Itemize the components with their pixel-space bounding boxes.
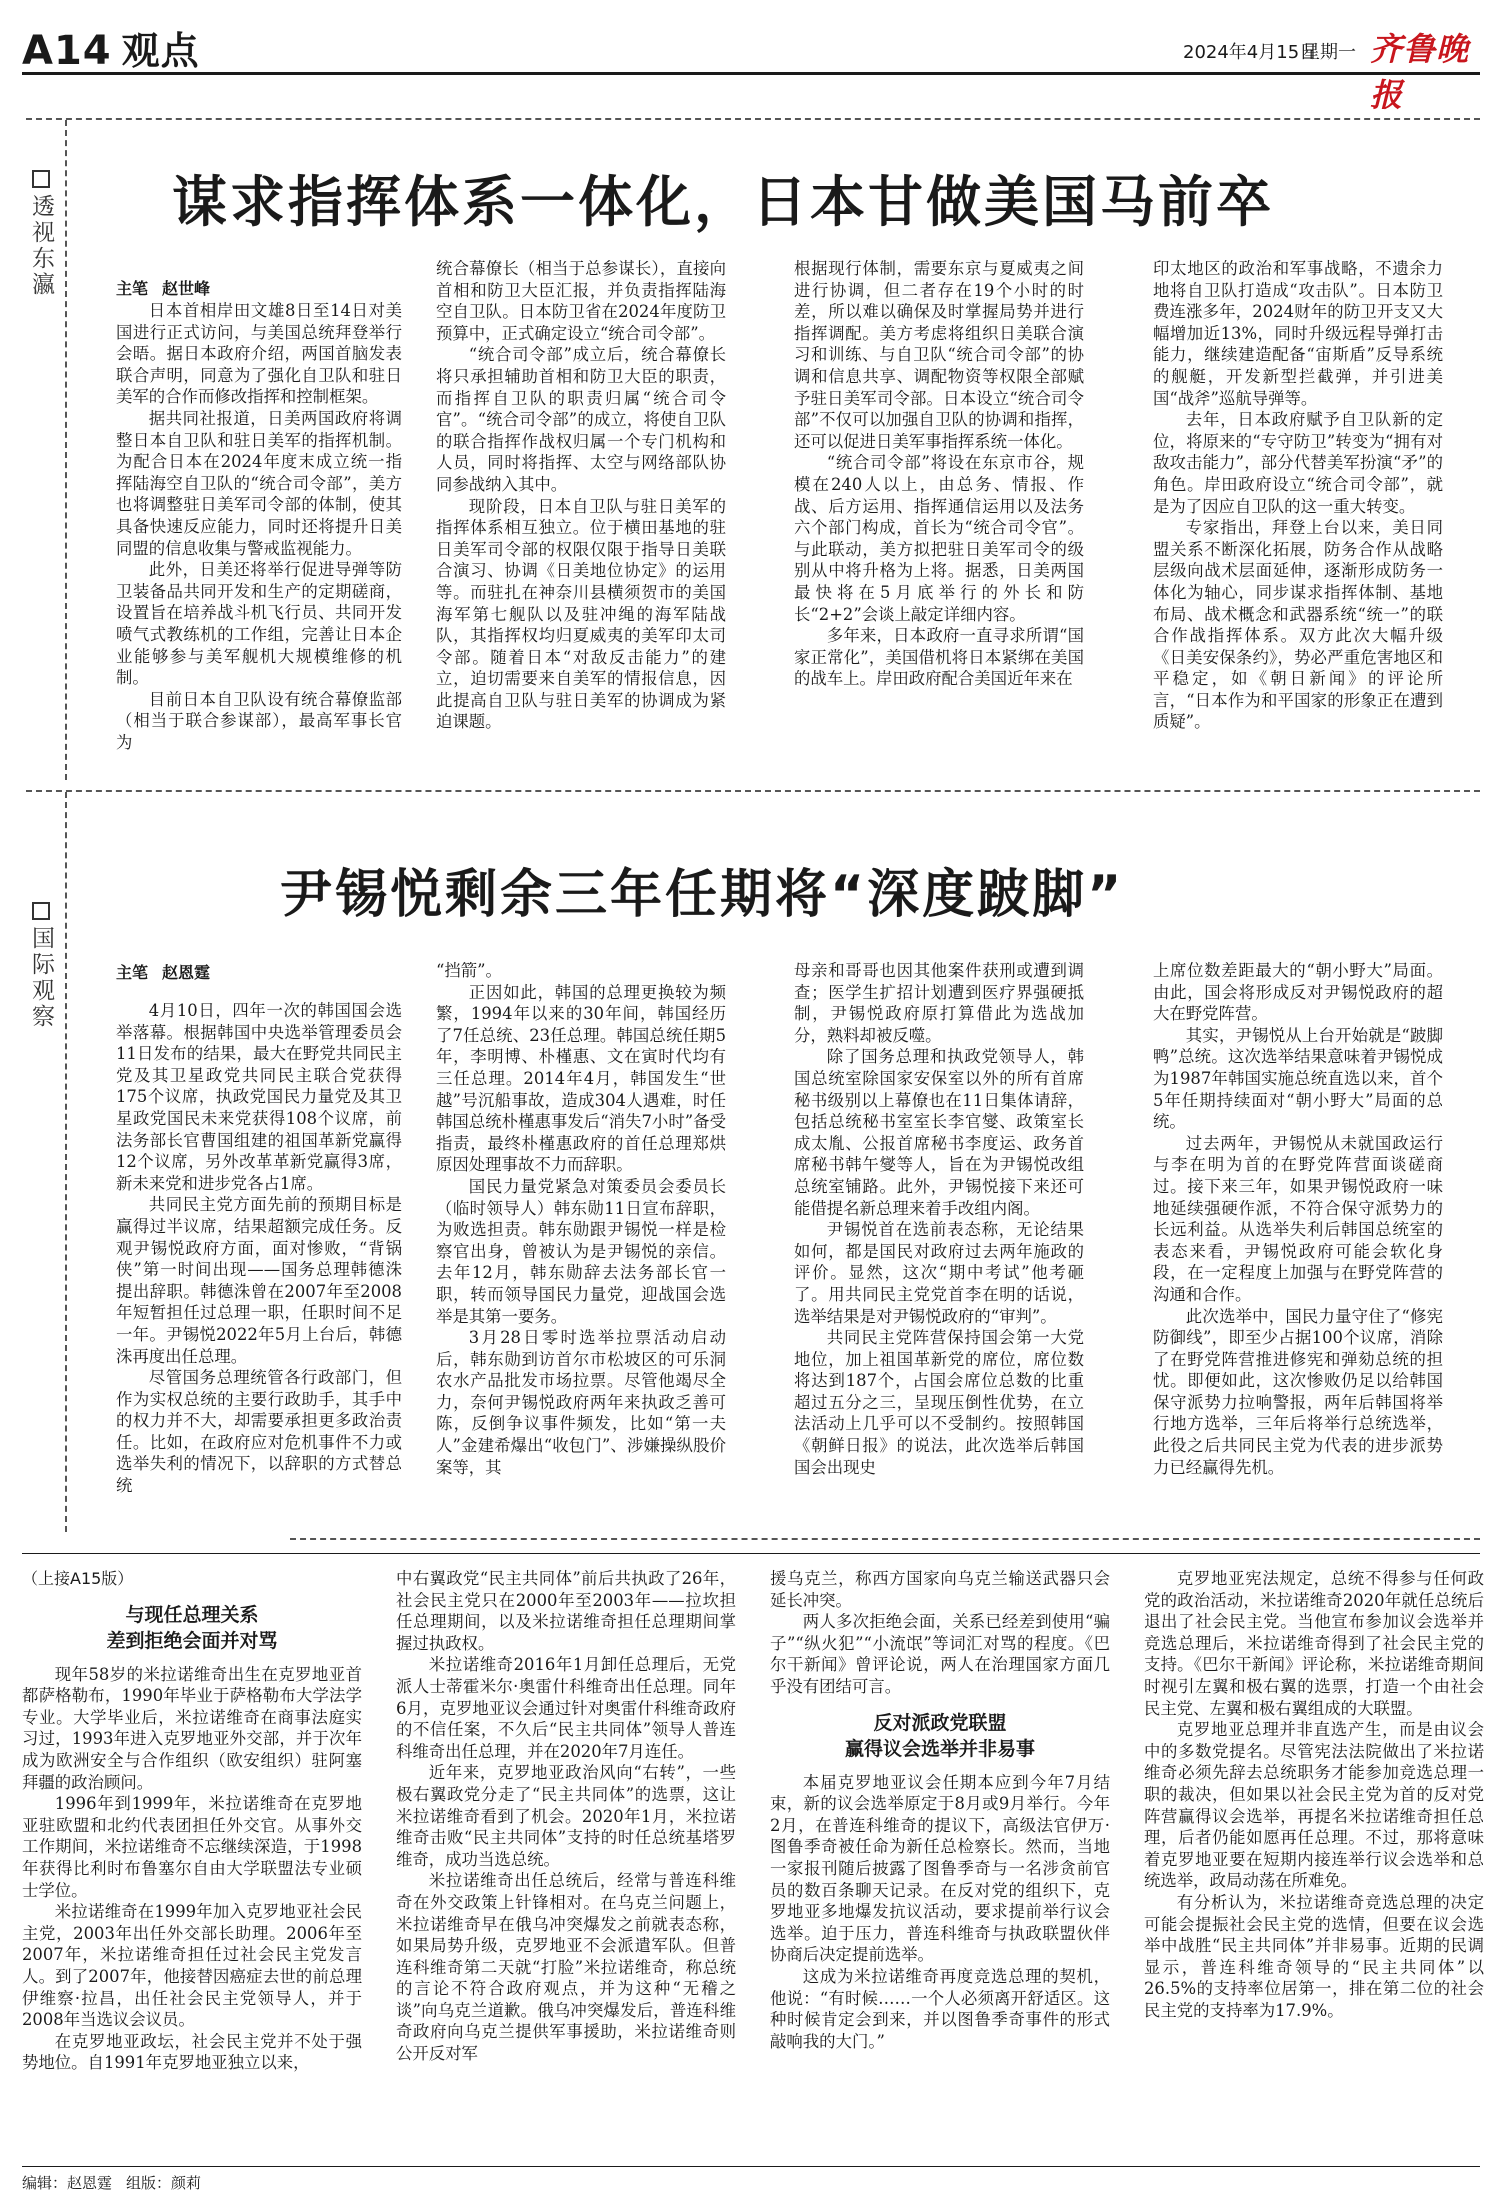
article-paragraph: 米拉诺维奇出任总统后，经常与普连科维奇在外交政策上针锋相对。在乌克兰问题上，米拉诺维奇早在俄乌冲突爆发之前就表态称，如果局势升级，克罗地亚不会派遣军队。但普连科维奇第二天就“打脸”米拉诺维奇，称总统的言论不符合政府观点，并为这种“无稽之谈”向乌克兰道歉。俄乌冲突爆发后，普连科维奇政府向乌克兰提供军事援助，米拉诺维奇则公开反对军	[396, 1871, 736, 2064]
article-paragraph: 在克罗地亚政坛，社会民主党并不处于强势地位。自1991年克罗地亚独立以来，	[22, 2031, 362, 2073]
article3-column-4	[1144, 1568, 1484, 2158]
article-paragraph: 上席位数差距最大的“朝小野大”局面。由此，国会将形成反对尹锡悦政府的超大在野党阵营。	[1153, 961, 1443, 1024]
article-paragraph: 援乌克兰，称西方国家向乌克兰输送武器只会延长冲突。	[770, 1569, 1110, 1610]
article-paragraph: 现年58岁的米拉诺维奇出生在克罗地亚首都萨格勒布，1990年毕业于萨格勒布大学法学专业。大学毕业后，米拉诺维奇在商事法庭实习过，1993年进入克罗地亚外交部，并于次年成为欧洲安全与合作组织（欧安组织）驻阿塞拜疆的政治顾问。	[22, 1664, 362, 1792]
issue-date: 2024年4月15日	[1183, 42, 1318, 63]
article-paragraph: 尽管国务总理统管各行政部门，但作为实权总统的主要行政助手，其手中的权力并不大，却需要承担更多政治责任。比如，在政府应对危机事件不力或选举失利的情况下，以辞职的方式替总统	[116, 1368, 402, 1496]
article3-column-3	[770, 1568, 1110, 2158]
article2-tag-divider	[65, 792, 67, 1532]
article-subheading: 反对派政党联盟	[873, 1711, 1007, 1734]
article2-author: 赵恩霆	[162, 963, 211, 982]
footer-credits	[22, 2172, 215, 2193]
editor-credit: 编辑：赵恩霆	[22, 2174, 113, 2192]
article1-tag-divider	[65, 120, 67, 780]
issue-weekday: 星期一	[1302, 42, 1356, 63]
article-paragraph: 多年来，日本政府一直寻求所谓“国家正常化”，美国借机将日本紧绑在美国的战车上。岸田政府配合美国近年来在	[794, 626, 1084, 689]
page-number	[22, 20, 200, 75]
article-paragraph: 米拉诺维奇2016年1月卸任总理后，无党派人士蒂霍米尔·奥雷什科维奇出任总理。同年6月，克罗地亚议会通过针对奥雷什科维奇政府的不信任案，不久后“民主共同体”领导人普连科维奇出任总理，并在2020年7月连任。	[396, 1655, 736, 1761]
article-paragraph: 1996年到1999年，米拉诺维奇在克罗地亚驻欧盟和北约代表团担任外交官。从事外交工作期间，米拉诺维奇不忘继续深造，于1998年获得比利时布鲁塞尔自由大学联盟法专业硕士学位。	[22, 1794, 362, 1900]
article2-column-2	[436, 960, 726, 1530]
article-paragraph: 此次选举中，国民力量守住了“修宪防御线”，即至少占据100个议席，消除了在野党阵营推进修宪和弹劾总统的担忧。即便如此，这次惨败仍足以给韩国保守派势力拉响警报，两年后韩国将举行地方选举，三年后将举行总统选举，此役之后共同民主党为代表的进步派势力已经赢得先机。	[1153, 1306, 1443, 1477]
page-number-text: A14	[22, 28, 112, 74]
footer-rule	[22, 2166, 1480, 2167]
article-paragraph: 去年，日本政府赋予自卫队新的定位，将原来的“专守防卫”转变为“拥有对敌攻击能力”，部分代替美军扮演“矛”的角色。岸田政府设立“统合司令部”，就是为了因应自卫队的这一重大转变。	[1153, 410, 1443, 516]
article1-column-3	[794, 258, 1084, 770]
article2-column-tag	[24, 902, 54, 1030]
article1-column-tag	[24, 170, 54, 298]
article-paragraph: 克罗地亚总理并非直选产生，而是由议会中的多数党提名。尽管宪法法院做出了米拉诺维奇必须先辞去总统职务才能参加竞选总理一职的裁决，但如果以社会民主党为首的反对党阵营赢得议会选举，再提名米拉诺维奇担任总理，后者仍能如愿再任总理。不过，那将意味着克罗地亚要在短期内接连举行议会选举和总统选举，政局动荡在所难免。	[1144, 1720, 1484, 1891]
article2-top-divider	[26, 790, 1480, 792]
article2-column-1	[116, 1000, 402, 1530]
article-paragraph: “统合司令部”成立后，统合幕僚长将只承担辅助首相和防卫大臣的职责，而指挥自卫队的职责归属“统合司令官”。“统合司令部”的成立，将使自卫队的联合指挥作战权归属一个专门机构和人员，同时将指挥、太空与网络部队协同参战纳入其中。	[436, 345, 726, 494]
article-paragraph: 其实，尹锡悦从上台开始就是“跛脚鸭”总统。这次选举结果意味着尹锡悦成为1987年韩国实施总统直选以来，首个5年任期持续面对“朝小野大”局面的总统。	[1153, 1025, 1443, 1132]
article1-column-tag-text: 透视东瀛	[28, 194, 54, 298]
article1-headline: 谋求指挥体系一体化，日本甘做美国马前卒	[172, 170, 1275, 234]
layout-credit: 组版：颜莉	[126, 2174, 202, 2192]
article1-byline-label: 主笔	[116, 279, 149, 298]
article-subheading: 与现任总理关系	[125, 1603, 259, 1626]
article3-top-rule	[22, 1553, 1480, 1554]
article-paragraph: 此外，日美还将举行促进导弹等防卫装备品共同开发和生产的定期磋商，设置旨在培养战斗机飞行员、共同开发喷气式教练机的工作组，完善让日本企业能够参与美军舰机大规模维修的机制。	[116, 560, 402, 688]
article-paragraph: 根据现行体制，需要东京与夏威夷之间进行协调，但二者存在19个小时的时差，所以难以确保及时掌握局势并进行指挥调配。美方考虑将组织日美联合演习和训练、与自卫队“统合司令部”的协调和信息共享、调配物资等权限全部赋予驻日美军司令部。日本设立“统合司令部”不仅可以加强自卫队的协调和指挥，还可以促进日美军事指挥系统一体化。	[794, 259, 1084, 451]
article-paragraph: 统合幕僚长（相当于总参谋长），直接向首相和防卫大臣汇报，并负责指挥陆海空自卫队。日本防卫省在2024年度防卫预算中，正式确定设立“统合司令部”。	[436, 259, 726, 343]
article-paragraph: 米拉诺维奇在1999年加入克罗地亚社会民主党，2003年出任外交部长助理。2006年至2007年，米拉诺维奇担任过社会民主党发言人。到了2007年，他接替因癌症去世的前总理伊维察·拉昌，出任社会民主党领导人，并于2008年当选议会议员。	[22, 1902, 362, 2030]
article-paragraph: 除了国务总理和执政党领导人，韩国总统室除国家安保室以外的所有首席秘书级别以上幕僚也在11日集体请辞，包括总统秘书室室长李官燮、政策室长成太胤、公报首席秘书李度运、政务首席秘书韩午燮等人，旨在为尹锡悦改组总统室铺路。此外，尹锡悦接下来还可能借提名新总理来着手改组内阁。	[794, 1047, 1084, 1218]
article-paragraph: 据共同社报道，日美两国政府将调整日本自卫队和驻日美军的指挥机制。为配合日本在2024年度末成立统一指挥陆海空自卫队的“统合司令部”，美方也将调整驻日美军司令部的体制，使其具备快速反应能力，同时还将提升日美同盟的信息收集与警戒监视能力。	[116, 408, 402, 558]
article-paragraph: 克罗地亚宪法规定，总统不得参与任何政党的政治活动，米拉诺维奇2020年就任总统后退出了社会民主党。当他宣布参加议会选举并竞选总理后，米拉诺维奇得到了社会民主党的支持。《巴尔干新闻》评论称，米拉诺维奇期间时视引左翼和极右翼的选票，打造一个由社会民主党、左翼和极右翼组成的大联盟。	[1144, 1569, 1484, 1718]
article-paragraph: 印太地区的政治和军事战略，不遗余力地将自卫队打造成“攻击队”。日本防卫费连涨多年，2024财年的防卫开支又大幅增加近13%，同时升级远程导弹打击能力，继续建造配备“宙斯盾”反导系统的舰艇，开发新型拦截弹，并引进美国“战斧”巡航导弹等。	[1153, 259, 1443, 408]
article-paragraph: 目前日本自卫队设有统合幕僚监部（相当于联合参谋部），最高军事长官为	[116, 689, 402, 752]
header-rule	[22, 72, 1480, 75]
article-paragraph: 中右翼政党“民主共同体”前后共执政了26年，社会民主党只在2000年至2003年——拉坎担任总理期间，以及米拉诺维奇担任总理期间掌握过执政权。	[396, 1569, 736, 1653]
article1-byline	[116, 276, 224, 299]
article-paragraph: 近年来，克罗地亚政治风向“右转”，一些极右翼政党分走了“民主共同体”的选票，这让米拉诺维奇看到了机会。2020年1月，米拉诺维奇击败“民主共同体”支持的时任总统基塔罗维奇，成功当选总统。	[396, 1763, 736, 1869]
article2-byline-label: 主笔	[116, 963, 149, 982]
article1-column-2	[436, 258, 726, 770]
article2-headline: 尹锡悦剩余三年任期将“深度跛脚”	[280, 865, 1125, 925]
article-paragraph: 过去两年，尹锡悦从未就国政运行与李在明为首的在野党阵营面谈磋商过。接下来三年，如果尹锡悦政府一味地延续强硬作派，不符合保守派势力的长远利益。从选举失利后韩国总统室的表态来看，尹锡悦政府可能会软化身段，在一定程度上加强与在野党阵营的沟通和合作。	[1153, 1133, 1443, 1304]
article1-column-4	[1153, 258, 1443, 770]
article1-author: 赵世峰	[162, 279, 211, 298]
article-paragraph: 共同民主党阵营保持国会第一大党地位，加上祖国革新党的席位，席位数将达到187个，占国会席位总数的比重超过五分之三，呈现压倒性优势，在立法活动上几乎可以不受制约。按照韩国《朝鲜日报》的说法，此次选举后韩国国会出现史	[794, 1328, 1084, 1477]
article2-byline	[116, 960, 224, 983]
masthead-logo: 齐鲁晚报	[1370, 30, 1470, 114]
article-paragraph: 现阶段，日本自卫队与驻日美军的指挥体系相互独立。位于横田基地的驻日美军司令部的权限仅限于指导日美联合演习、协调《日美地位协定》的运用等。而驻扎在神奈川县横须贺市的美国海军第七舰队以及驻冲绳的海军陆战队，其指挥权均归夏威夷的美军印太司令部。随着日本“对敌反击能力”的建立，迫切需要来自美军的情报信息，因此提高自卫队与驻日美军的协调成为紧迫课题。	[436, 496, 726, 732]
article-paragraph: 有分析认为，米拉诺维奇竞选总理的决定可能会提振社会民主党的选情，但要在议会选举中战胜“民主共同体”并非易事。近期的民调显示，普连科维奇领导的“民主共同体”以26.5%的支持率位居第一，排在第二位的社会民主党的支持率为17.9%。	[1144, 1892, 1484, 2020]
article-paragraph: 两人多次拒绝会面，关系已经差到使用“骗子”“纵火犯”“小流氓”等词汇对骂的程度。《巴尔干新闻》曾评论说，两人在治理国家方面几乎没有团结可言。	[770, 1612, 1110, 1696]
article-paragraph: 国民力量党紧急对策委员会委员长（临时领导人）韩东勋11日宣布辞职，为败选担责。韩东勋跟尹锡悦一样是检察官出身，曾被认为是尹锡悦的亲信。去年12月，韩东勋辞去法务部长官一职，转而领导国民力量党，迎战国会选举是其第一要务。	[436, 1176, 726, 1326]
article1-top-divider	[26, 118, 1480, 120]
article-paragraph: 4月10日，四年一次的韩国国会选举落幕。根据韩国中央选举管理委员会11日发布的结果，最大在野党共同民主党及其卫星政党共同民主联合党获得175个议席，执政党国民力量党及其卫星政党国民未来党获得108个议席，前法务部长官曹国组建的祖国革新党赢得12个议席，另外改革革新党赢得3席，新未来党和进步党各占1席。	[116, 1001, 402, 1193]
article3-column-1	[22, 1568, 362, 2158]
article-paragraph: “挡箭”。	[436, 961, 502, 980]
article-paragraph: 日本首相岸田文雄8日至14日对美国进行正式访问，与美国总统拜登举行会晤。据日本政府介绍，两国首脑发表联合声明，同意为了强化自卫队和驻日美军的合作而修改指挥和控制框架。	[116, 301, 402, 407]
article2-column-tag-text: 国际观察	[28, 926, 54, 1030]
article2-column-3	[794, 960, 1084, 1530]
article-paragraph: 尹锡悦首在选前表态称，无论结果如何，都是国民对政府过去两年施政的评价。显然，这次“期中考试”他考砸了。用共同民主党党首李在明的话说，选举结果是对尹锡悦政府的“审判”。	[794, 1220, 1084, 1326]
article-subheading: 差到拒绝会面并对骂	[106, 1629, 278, 1652]
section-name: 观点	[121, 29, 200, 73]
article-paragraph: 专家指出，拜登上台以来，美日同盟关系不断深化拓展，防务合作从战略层级向战术层面延伸，逐渐形成防务一体化为轴心，同步谋求指挥体制、基地布局、战术概念和武器系统“统一”的联合作战指挥体系。双方此次大幅升级《日美安保条约》，势必严重危害地区和平稳定，如《朝日新闻》的评论所言，“日本作为和平国家的形象正在遭到质疑”。	[1153, 518, 1443, 732]
article3-column-2	[396, 1568, 736, 2158]
article-paragraph: 3月28日零时选举拉票活动启动后，韩东勋到访首尔市松坡区的可乐洞农水产品批发市场拉票。尽管他竭尽全力，奈何尹锡悦政府两年来执政乏善可陈，反倒争议事件频发，比如“第一夫人”金建希爆出“收包门”、涉嫌操纵股价案等，其	[436, 1328, 726, 1477]
article-paragraph: “统合司令部”将设在东京市谷，规模在240人以上，由总务、情报、作战、后方运用、指挥通信运用以及法务六个部门构成，首长为“统合司令官”。与此联动，美方拟把驻日美军司令的级别从中将升格为上将。据悉，日美两国最快将在5月底举行的外长和防长“2+2”会谈上敲定详细内容。	[794, 453, 1084, 624]
article1-column-1	[116, 300, 402, 770]
article-paragraph: 本届克罗地亚议会任期本应到今年7月结束，新的议会选举原定于8月或9月举行。今年2月，在普连科维奇的提议下，高级法官伊万·图鲁季奇被任命为新任总检察长。然而，当地一家报刊随后披露了图鲁季奇与一名涉贪前官员的数百条聊天记录。在反对党的组织下，克罗地亚多地爆发抗议活动，要求提前举行议会选举。迫于压力，普连科维奇与执政联盟伙伴协商后决定提前选举。	[770, 1772, 1110, 1965]
article-paragraph: 正因如此，韩国的总理更换较为频繁，1994年以来的30年间，韩国经历了7任总统、23任总理。韩国总统任期5年，李明博、朴槿惠、文在寅时代均有三任总理。2014年4月，韩国发生“世越”号沉船事故，造成304人遇难，时任韩国总统朴槿惠事发后“消失7小时”备受指责，最终朴槿惠政府的首任总理郑烘原因处理事故不力而辞职。	[436, 982, 726, 1175]
article2-column-4	[1153, 960, 1443, 1530]
article-paragraph: 母亲和哥哥也因其他案件获刑或遭到调查；医学生扩招计划遭到医疗界强硬抵制，尹锡悦政府原打算借此为选战加分，熟料却被反噬。	[794, 961, 1084, 1045]
tag-box-icon	[32, 902, 50, 920]
article-subheading: 赢得议会选举并非易事	[844, 1737, 1035, 1760]
article3-top-divider	[290, 1538, 1480, 1540]
tag-box-icon	[32, 170, 50, 188]
continued-note: （上接A15版）	[22, 1569, 134, 1588]
article-paragraph: 共同民主党方面先前的预期目标是赢得过半议席，结果超额完成任务。反观尹锡悦政府方面，面对惨败，“背锅侠”第一时间出现——国务总理韩德洙提出辞职。韩德洙曾在2007年至2008年短暂担任过总理一职，任职时间不足一年。尹锡悦2022年5月上台后，韩德洙再度出任总理。	[116, 1195, 402, 1366]
article-paragraph: 这成为米拉诺维奇再度竞选总理的契机，他说：“有时候……一个人必须离开舒适区。这种时候肯定会到来，并以图鲁季奇事件的形式敲响我的大门。”	[770, 1966, 1110, 2051]
